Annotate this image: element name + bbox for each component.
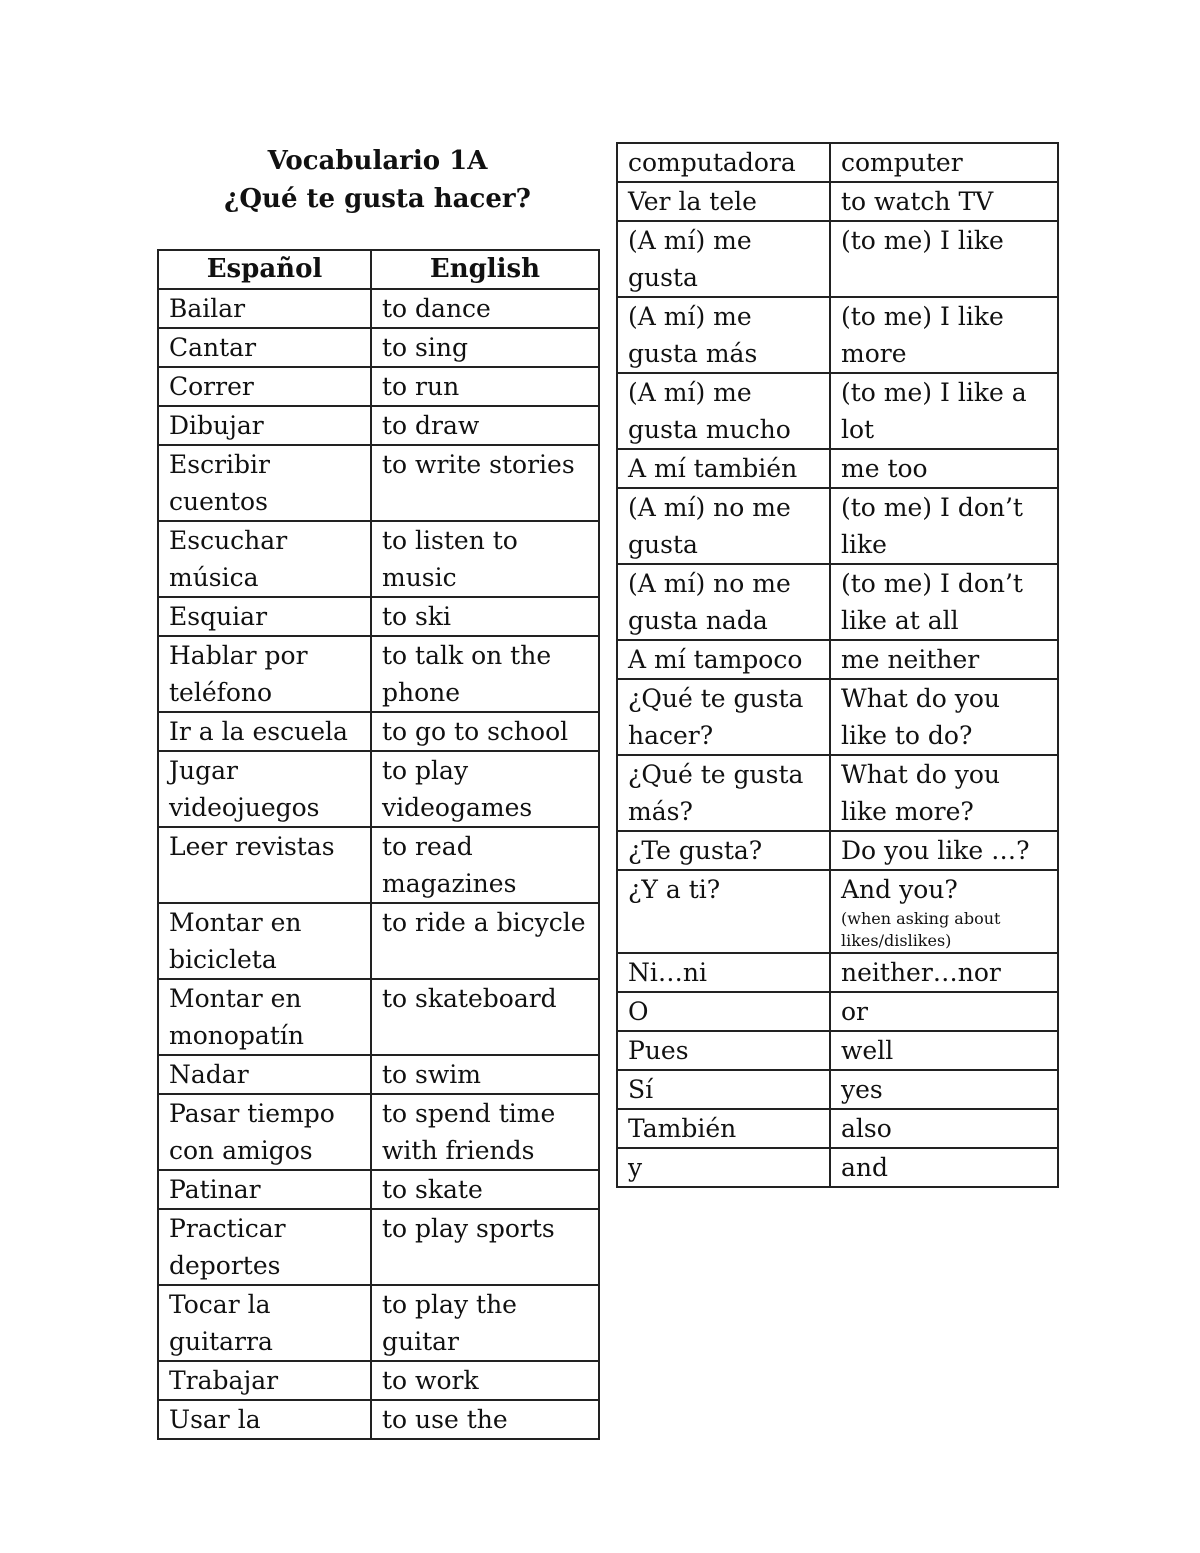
table-row — [617, 870, 1058, 953]
english-term: to skateboard — [371, 979, 599, 1055]
spanish-term: Patinar — [158, 1170, 371, 1209]
table-row — [617, 143, 1058, 182]
spanish-term: (A mí) me gusta mucho — [617, 373, 830, 449]
table-row — [617, 449, 1058, 488]
spanish-term: y — [617, 1148, 830, 1187]
spanish-term: Dibujar — [158, 406, 371, 445]
table-row — [617, 1031, 1058, 1070]
table-row — [158, 289, 599, 328]
table-row — [617, 564, 1058, 640]
spanish-term: ¿Qué te gusta hacer? — [617, 679, 830, 755]
spanish-term: A mí tampoco — [617, 640, 830, 679]
title-block — [157, 142, 598, 218]
english-term: to draw — [371, 406, 599, 445]
spanish-term: (A mí) no me gusta — [617, 488, 830, 564]
spanish-term: Sí — [617, 1070, 830, 1109]
english-term: to play videogames — [371, 751, 599, 827]
english-term: to talk on the phone — [371, 636, 599, 712]
table-row — [158, 712, 599, 751]
usage-note: (when asking about likes/dislikes) — [841, 909, 1001, 950]
spanish-term: (A mí) me gusta más — [617, 297, 830, 373]
english-term: to play the guitar — [371, 1285, 599, 1361]
column-header-english: English — [371, 250, 599, 289]
table-row — [617, 297, 1058, 373]
english-term: to skate — [371, 1170, 599, 1209]
english-term: yes — [830, 1070, 1058, 1109]
english-term: or — [830, 992, 1058, 1031]
spanish-term: Ir a la escuela — [158, 712, 371, 751]
table-row — [158, 367, 599, 406]
table-row — [158, 1209, 599, 1285]
spanish-term: computadora — [617, 143, 830, 182]
english-term: to use the — [371, 1400, 599, 1439]
spanish-term: Tocar la guitarra — [158, 1285, 371, 1361]
english-term: (to me) I don’t like at all — [830, 564, 1058, 640]
table-row — [617, 1109, 1058, 1148]
spanish-term: Pasar tiempo con amigos — [158, 1094, 371, 1170]
english-term: to sing — [371, 328, 599, 367]
english-term: (to me) I don’t like — [830, 488, 1058, 564]
table-row — [158, 406, 599, 445]
table-row — [617, 182, 1058, 221]
table-row — [158, 903, 599, 979]
english-term: to swim — [371, 1055, 599, 1094]
table-row — [158, 1361, 599, 1400]
table-row — [158, 1055, 599, 1094]
english-term: neither…nor — [830, 953, 1058, 992]
english-term: to dance — [371, 289, 599, 328]
english-term: to watch TV — [830, 182, 1058, 221]
table-row — [158, 597, 599, 636]
spanish-term: Cantar — [158, 328, 371, 367]
spanish-term: Escribir cuentos — [158, 445, 371, 521]
table-row — [158, 979, 599, 1055]
english-term: to read magazines — [371, 827, 599, 903]
english-term: (to me) I like more — [830, 297, 1058, 373]
spanish-term: (A mí) me gusta — [617, 221, 830, 297]
spanish-term: Ver la tele — [617, 182, 830, 221]
table-row — [617, 755, 1058, 831]
table-row — [158, 445, 599, 521]
table-row — [617, 373, 1058, 449]
spanish-term: Practicar deportes — [158, 1209, 371, 1285]
english-term: me too — [830, 449, 1058, 488]
table-row — [158, 751, 599, 827]
english-term: computer — [830, 143, 1058, 182]
english-term: and — [830, 1148, 1058, 1187]
table-row — [158, 521, 599, 597]
table-row — [158, 328, 599, 367]
spanish-term: Ni…ni — [617, 953, 830, 992]
spanish-term: Jugar videojuegos — [158, 751, 371, 827]
spanish-term: A mí también — [617, 449, 830, 488]
table-row — [158, 636, 599, 712]
spanish-term: Trabajar — [158, 1361, 371, 1400]
english-term: to work — [371, 1361, 599, 1400]
english-term: to write stories — [371, 445, 599, 521]
english-term: And you? — [841, 875, 958, 904]
spanish-term: Usar la — [158, 1400, 371, 1439]
table-row — [158, 1094, 599, 1170]
english-term: What do you like more? — [830, 755, 1058, 831]
english-term-with-note — [830, 870, 1058, 953]
table-row — [158, 1285, 599, 1361]
spanish-term: (A mí) no me gusta nada — [617, 564, 830, 640]
spanish-term: También — [617, 1109, 830, 1148]
spanish-term: Montar en monopatín — [158, 979, 371, 1055]
english-term: well — [830, 1031, 1058, 1070]
spanish-term: ¿Te gusta? — [617, 831, 830, 870]
spanish-term: Bailar — [158, 289, 371, 328]
english-term: What do you like to do? — [830, 679, 1058, 755]
english-term: to go to school — [371, 712, 599, 751]
english-term: to ski — [371, 597, 599, 636]
english-term: me neither — [830, 640, 1058, 679]
spanish-term: Escuchar música — [158, 521, 371, 597]
spanish-term: Pues — [617, 1031, 830, 1070]
english-term: (to me) I like a lot — [830, 373, 1058, 449]
english-term: Do you like …? — [830, 831, 1058, 870]
english-term: to run — [371, 367, 599, 406]
spanish-term: Esquiar — [158, 597, 371, 636]
table-row — [617, 640, 1058, 679]
table-row — [158, 1170, 599, 1209]
spanish-term: Montar en bicicleta — [158, 903, 371, 979]
english-term: to spend time with friends — [371, 1094, 599, 1170]
table-row — [158, 1400, 599, 1439]
spanish-term: Correr — [158, 367, 371, 406]
table-row — [617, 221, 1058, 297]
english-term: (to me) I like — [830, 221, 1058, 297]
table-row — [617, 953, 1058, 992]
table-row — [617, 992, 1058, 1031]
spanish-term: Leer revistas — [158, 827, 371, 903]
table-row — [617, 488, 1058, 564]
vocabulary-table-left — [157, 249, 600, 1440]
page-title: Vocabulario 1A — [267, 146, 488, 176]
spanish-term: ¿Y a ti? — [617, 870, 830, 953]
table-row — [617, 1070, 1058, 1109]
table-row — [617, 1148, 1058, 1187]
vocabulary-table-right — [616, 142, 1059, 1188]
table-row — [617, 831, 1058, 870]
english-term: to play sports — [371, 1209, 599, 1285]
table-header-row — [158, 250, 599, 289]
spanish-term: Hablar por teléfono — [158, 636, 371, 712]
table-row — [617, 679, 1058, 755]
column-header-spanish: Español — [158, 250, 371, 289]
english-term: to listen to music — [371, 521, 599, 597]
page-subtitle: ¿Qué te gusta hacer? — [224, 184, 531, 214]
spanish-term: Nadar — [158, 1055, 371, 1094]
spanish-term: O — [617, 992, 830, 1031]
table-row — [158, 827, 599, 903]
english-term: also — [830, 1109, 1058, 1148]
spanish-term: ¿Qué te gusta más? — [617, 755, 830, 831]
english-term: to ride a bicycle — [371, 903, 599, 979]
